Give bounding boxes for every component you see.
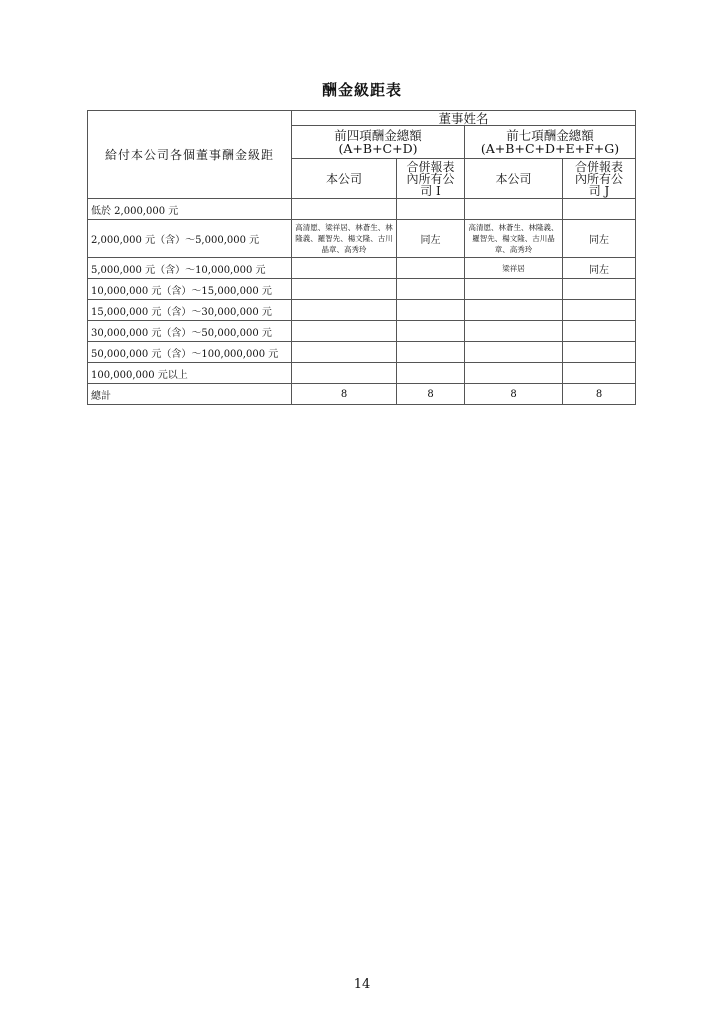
table-cell bbox=[397, 342, 465, 363]
table-cell bbox=[563, 279, 636, 300]
page-title: 酬金級距表 bbox=[321, 81, 402, 99]
same-as-left-cell: 同左 bbox=[397, 220, 465, 258]
col-header-consolidated-j bbox=[563, 159, 636, 199]
range-label: 50,000,000 元（含）～100,000,000 元 bbox=[88, 342, 292, 363]
table-cell bbox=[465, 279, 563, 300]
table-cell bbox=[465, 342, 563, 363]
subgroup-line2: (A+B+C+D+E+F+G) bbox=[480, 141, 620, 156]
page-number: 14 bbox=[353, 977, 371, 992]
total-cell: 8 bbox=[292, 384, 397, 405]
range-label: 2,000,000 元（含）～5,000,000 元 bbox=[88, 220, 292, 258]
table-row bbox=[88, 279, 636, 300]
row-header-label: 給付本公司各個董事酬金級距 bbox=[88, 111, 292, 199]
col-header-line: 合併報表 bbox=[575, 159, 624, 174]
table-cell bbox=[465, 321, 563, 342]
total-cell: 8 bbox=[563, 384, 636, 405]
table-cell bbox=[563, 199, 636, 220]
col-header-company: 本公司 bbox=[465, 159, 563, 199]
col-header-line: 司 J bbox=[588, 183, 610, 198]
table-row bbox=[88, 363, 636, 384]
total-label: 總計 bbox=[88, 384, 292, 405]
range-label: 15,000,000 元（含）～30,000,000 元 bbox=[88, 300, 292, 321]
table-cell bbox=[292, 321, 397, 342]
range-label: 低於 2,000,000 元 bbox=[88, 199, 292, 220]
total-cell: 8 bbox=[465, 384, 563, 405]
table-cell bbox=[563, 342, 636, 363]
col-header-line: 合併報表 bbox=[406, 159, 455, 174]
col-header-line: 司 I bbox=[420, 183, 441, 198]
director-names-cell: 高清愿、林蒼生、林隆義、羅智先、楊文隆、古川晶章、高秀玲 bbox=[465, 220, 563, 258]
director-names-cell: 梁祥居 bbox=[465, 258, 563, 279]
table-row bbox=[88, 220, 636, 258]
table-cell bbox=[465, 300, 563, 321]
range-label: 5,000,000 元（含）～10,000,000 元 bbox=[88, 258, 292, 279]
table-cell bbox=[397, 199, 465, 220]
table-row bbox=[88, 258, 636, 279]
range-label: 30,000,000 元（含）～50,000,000 元 bbox=[88, 321, 292, 342]
subgroup-header-first-four bbox=[292, 126, 465, 159]
total-cell: 8 bbox=[397, 384, 465, 405]
table-cell bbox=[563, 363, 636, 384]
table-cell bbox=[563, 321, 636, 342]
remuneration-range-table bbox=[87, 110, 636, 405]
table-cell bbox=[292, 363, 397, 384]
col-header-company: 本公司 bbox=[292, 159, 397, 199]
subgroup-line1: 前四項酬金總額 bbox=[334, 128, 422, 143]
table-cell bbox=[465, 199, 563, 220]
group-header-director-names: 董事姓名 bbox=[292, 111, 636, 126]
total-row bbox=[88, 384, 636, 405]
director-names-cell: 高清愿、梁祥居、林蒼生、林隆義、羅智先、楊文隆、古川晶章、高秀玲 bbox=[292, 220, 397, 258]
col-header-line: 內所有公 bbox=[575, 171, 624, 186]
table-cell bbox=[397, 363, 465, 384]
table-row bbox=[88, 300, 636, 321]
col-header-consolidated-i bbox=[397, 159, 465, 199]
table-row bbox=[88, 199, 636, 220]
table-cell bbox=[563, 300, 636, 321]
same-as-left-cell: 同左 bbox=[563, 220, 636, 258]
same-as-left-cell: 同左 bbox=[563, 258, 636, 279]
range-label: 10,000,000 元（含）～15,000,000 元 bbox=[88, 279, 292, 300]
table-cell bbox=[292, 342, 397, 363]
col-header-line: 內所有公 bbox=[406, 171, 455, 186]
range-label: 100,000,000 元以上 bbox=[88, 363, 292, 384]
table-cell bbox=[397, 300, 465, 321]
table-cell bbox=[397, 279, 465, 300]
table-cell bbox=[292, 199, 397, 220]
table-cell bbox=[397, 258, 465, 279]
subgroup-header-first-seven bbox=[465, 126, 636, 159]
table-cell bbox=[397, 321, 465, 342]
table-cell bbox=[292, 300, 397, 321]
table-row bbox=[88, 342, 636, 363]
subgroup-line2: (A+B+C+D) bbox=[338, 141, 418, 156]
table-cell bbox=[292, 279, 397, 300]
table-cell bbox=[465, 363, 563, 384]
subgroup-line1: 前七項酬金總額 bbox=[506, 128, 594, 143]
table-cell bbox=[292, 258, 397, 279]
table-row bbox=[88, 321, 636, 342]
